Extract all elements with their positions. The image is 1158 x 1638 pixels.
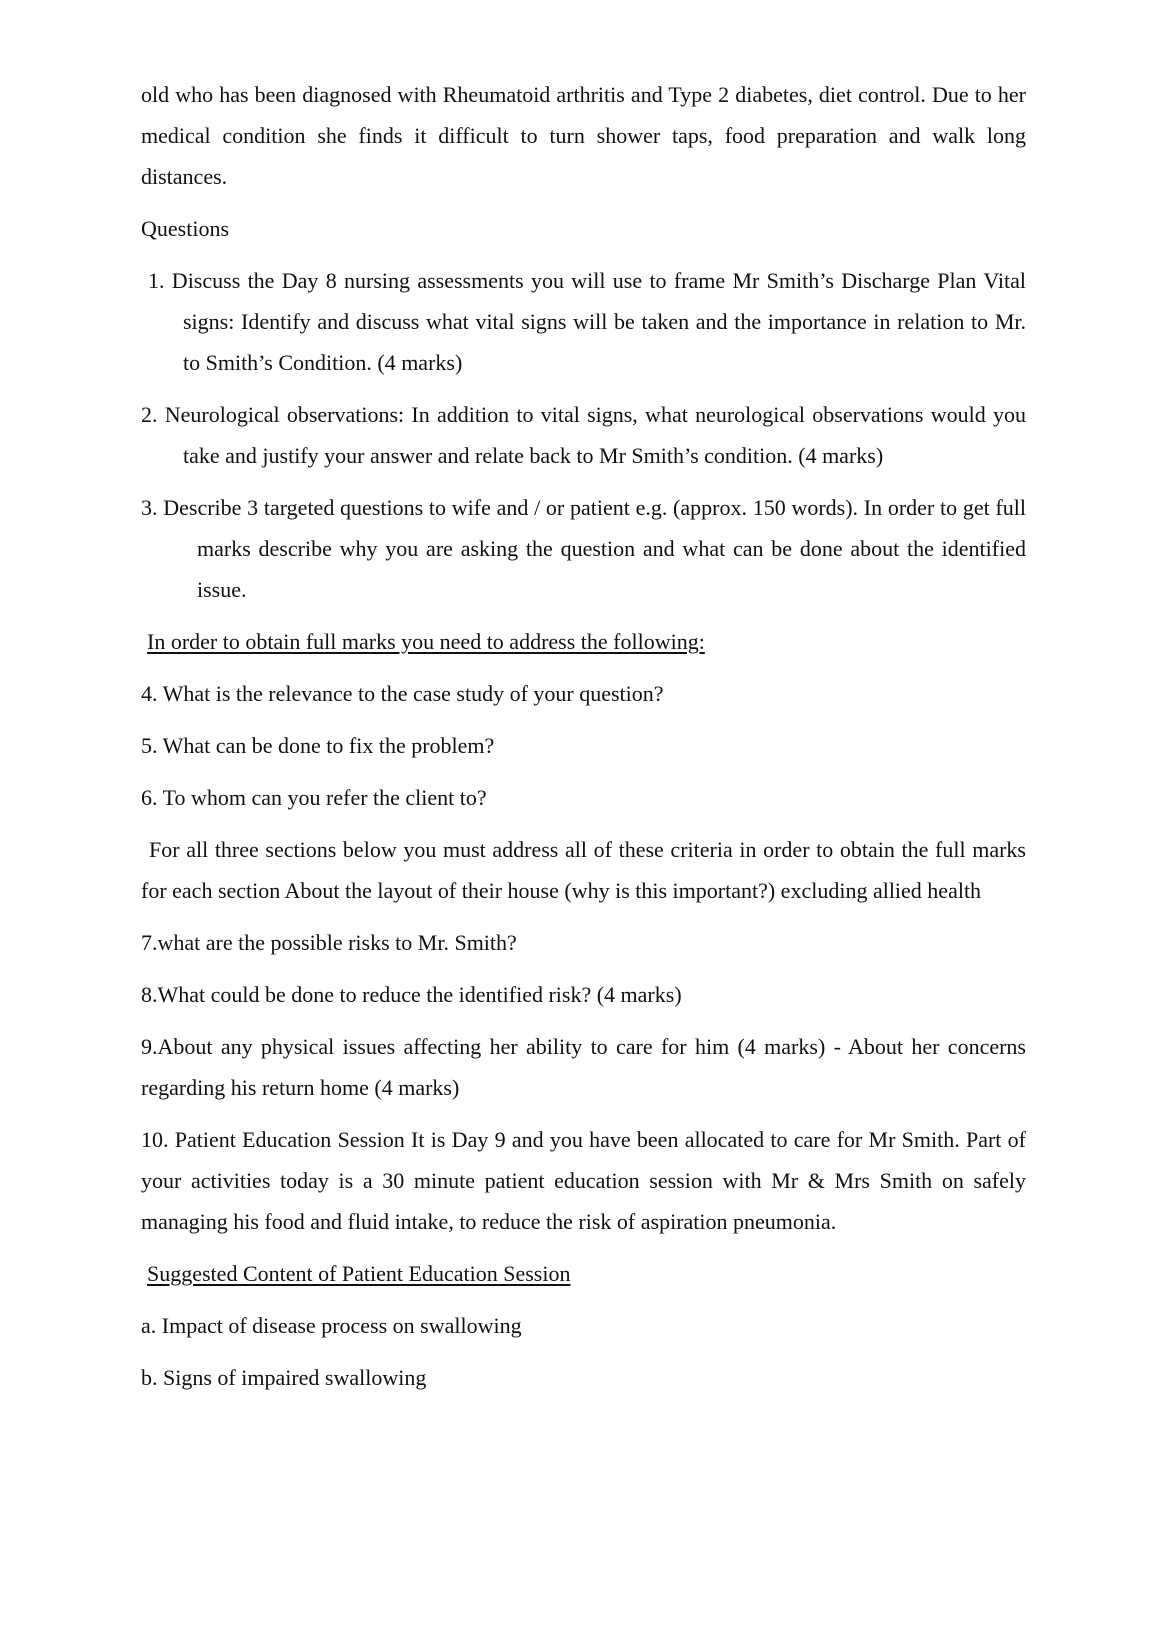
list-item-b: b. Signs of impaired swallowing (141, 1365, 427, 1390)
intro-paragraph: old who has been diagnosed with Rheumatoid arthritis and Type 2 diabetes, diet control. Due to her medical condition she finds it difficult to turn shower taps, food preparation and walk long distances. (141, 82, 1026, 189)
question-7: 7.what are the possible risks to Mr. Smith? (141, 930, 517, 955)
question-5: 5. What can be done to fix the problem? (141, 733, 495, 758)
question-10: 10. Patient Education Session It is Day 9 and you have been allocated to care for Mr Smith. Part of your activities today is a 30 minute patient education session with Mr & Mrs Smith on safely managing his food and fluid intake, to reduce the risk of aspiration pneumonia. (141, 1127, 1026, 1234)
questions-heading: Questions (141, 216, 229, 241)
question-8: 8.What could be done to reduce the identified risk? (4 marks) (141, 982, 682, 1007)
question-3: 3. Describe 3 targeted questions to wife and / or patient e.g. (approx. 150 words). In order to get full marks describe why you are asking the question and what can be done about the identified issue. (141, 495, 1026, 602)
criteria-paragraph-text: For all three sections below you must address all of these criteria in order to obtain the full marks for each section About the layout of their house (why is this important?) excluding allied health (141, 837, 1026, 903)
question-4: 4. What is the relevance to the case study of your question? (141, 681, 664, 706)
document-body (141, 74, 1026, 1409)
question-2: 2. Neurological observations: In addition to vital signs, what neurological observations would you take and justify your answer and relate back to Mr Smith’s condition. (4 marks) (141, 402, 1026, 468)
suggested-content-heading-text: Suggested Content of Patient Education Session (147, 1261, 571, 1286)
question-9: 9.About any physical issues affecting her ability to care for him (4 marks) - About her concerns regarding his return home (4 marks) (141, 1034, 1026, 1100)
full-marks-heading (141, 621, 1026, 662)
full-marks-heading-text: In order to obtain full marks you need to address the following: (147, 629, 705, 654)
suggested-content-heading (141, 1253, 1026, 1294)
question-6: 6. To whom can you refer the client to? (141, 785, 487, 810)
list-item-a: a. Impact of disease process on swallowing (141, 1313, 522, 1338)
question-1: 1. Discuss the Day 8 nursing assessments you will use to frame Mr Smith’s Discharge Plan Vital signs: Identify and discuss what vital signs will be taken and the importance in relation to Mr. to Smith’s Condition. (4 marks) (148, 268, 1026, 375)
criteria-paragraph (141, 829, 1026, 911)
